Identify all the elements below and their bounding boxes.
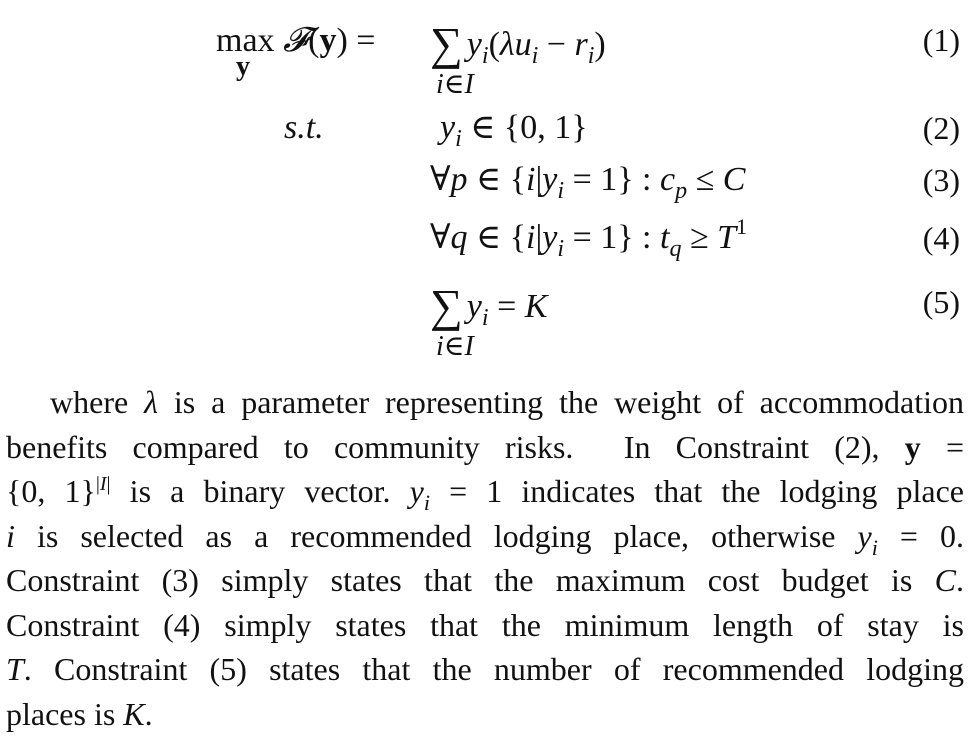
paragraph-line: Constraint (3) simply states that the maximum cost budget is C.: [6, 558, 964, 603]
equation-1: [0, 20, 970, 60]
paragraph-line: where λ is a parameter representing the weight of accommodation: [6, 380, 964, 425]
equation-number-2: (2): [923, 108, 960, 148]
objective-rhs: ∑ $y_i(\lambda u_i - r_i)$: [430, 20, 606, 68]
constraint-5: ∑ $y_i = K$: [430, 282, 547, 330]
equation-3: [0, 160, 970, 200]
paragraph-line: i is selected as a recommended lodging place, otherwise $y_i = 0$.: [6, 514, 964, 559]
max-subscript: y: [236, 52, 250, 82]
equation-number-5: (5): [923, 282, 960, 322]
sum-index-5: i∈I: [436, 332, 474, 362]
paragraph-line: places is K.: [6, 692, 964, 736]
paragraph-line: Constraint (4) simply states that the minimum length of stay is: [6, 603, 964, 648]
equation-5: [0, 282, 970, 322]
equation-4: [0, 218, 970, 258]
equation-number-4: (4): [923, 218, 960, 258]
explanation-paragraph: [6, 380, 964, 736]
constraint-2: $y_i$ ∈ {0, 1}: [440, 108, 588, 151]
equation-2: [0, 108, 970, 148]
constraint-3: ∀p ∈ $\{i|y_i = 1\}$ : $c_p \le C$: [430, 160, 745, 203]
equation-number-1: (1): [923, 20, 960, 60]
objective-lhs: max 𝓕(y) =: [216, 20, 375, 61]
equation-number-3: (3): [923, 160, 960, 200]
sum-index-1: i∈I: [436, 70, 474, 100]
subject-to-label: s.t.: [284, 108, 324, 148]
paragraph-line: T. Constraint (5) states that the number of recommended lodging: [6, 647, 964, 692]
paragraph-line: {0, 1}$^{|I|}$ is a binary vector. $y_i = 1$ indicates that the lodging place: [6, 469, 964, 514]
constraint-4: ∀q ∈ $\{i|y_i = 1\}$ : $t_q \ge T^1$: [430, 218, 747, 261]
paragraph-line: benefits compared to community risks. In Constraint (2), y =: [6, 425, 964, 470]
